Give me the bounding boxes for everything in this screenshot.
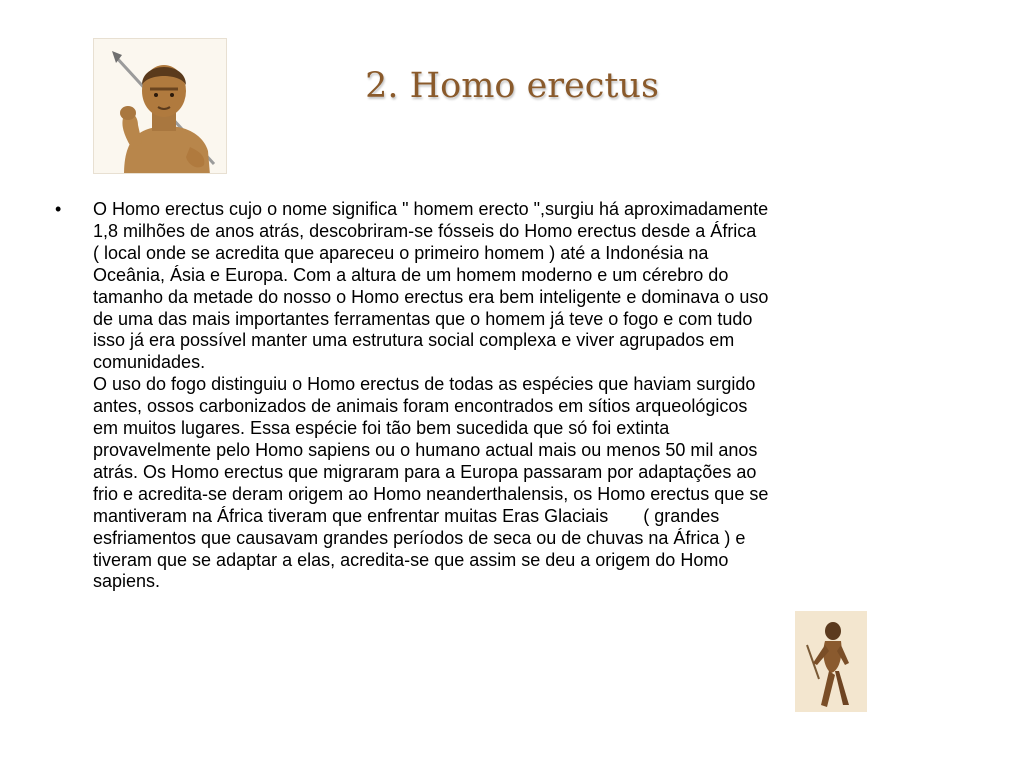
text-line: provavelmente pelo Homo sapiens ou o humano actual mais ou menos 50 mil anos xyxy=(93,439,758,460)
text-line: sapiens. xyxy=(93,571,161,592)
text-line: Oceânia, Ásia e Europa. Com a altura de um homem moderno e um cérebro do xyxy=(93,264,729,285)
paragraph-1 xyxy=(93,199,963,374)
text-line: frio e acredita-se deram origem ao Homo neanderthalensis, os Homo erectus que se xyxy=(93,483,769,504)
text-line: O Homo erectus cujo o nome significa " homem erecto ",surgiu há aproximadamente xyxy=(93,199,769,219)
slide-title xyxy=(0,66,1024,106)
slide-title-text: 2. Homo erectus xyxy=(365,66,659,106)
text-line: atrás. Os Homo erectus que migraram para a Europa passaram por adaptações ao xyxy=(93,461,757,482)
text-line: antes, ossos carbonizados de animais foram encontrados em sítios arqueológicos xyxy=(93,396,748,417)
text-line: ( local onde se acredita que apareceu o primeiro homem ) até a Indonésia na xyxy=(93,242,709,263)
text-line: esfriamentos que causavam grandes períodos de seca ou de chuvas na África ) e xyxy=(93,527,746,548)
bullet-marker: • xyxy=(55,199,62,219)
homo-erectus-portrait-image xyxy=(93,38,227,174)
text-line: isso já era possível manter uma estrutura social complexa e viver agrupados em xyxy=(93,330,735,351)
paragraph-2 xyxy=(93,374,963,593)
text-line: tamanho da metade do nosso o Homo erectus era bem inteligente e dominava o uso xyxy=(93,286,769,307)
text-line: comunidades. xyxy=(93,352,206,373)
walking-hominid-drawing xyxy=(795,611,867,712)
text-line: mantiveram na África tiveram que enfrentar muitas Eras Glaciais ( grandes xyxy=(93,505,720,526)
text-line: em muitos lugares. Essa espécie foi tão bem sucedida que só foi extinta xyxy=(93,418,670,439)
text-line: tiveram que se adaptar a elas, acredita-se que assim se deu a origem do Homo xyxy=(93,549,729,570)
text-line: de uma das mais importantes ferramentas que o homem já teve o fogo e com tudo xyxy=(93,308,753,329)
body-text xyxy=(93,199,963,593)
text-line: O uso do fogo distinguiu o Homo erectus de todas as espécies que haviam surgido xyxy=(93,374,756,395)
text-line: 1,8 milhões de anos atrás, descobriram-se fósseis do Homo erectus desde a África xyxy=(93,220,757,241)
walking-hominid-image xyxy=(795,611,867,712)
homo-erectus-portrait-drawing xyxy=(94,39,227,174)
